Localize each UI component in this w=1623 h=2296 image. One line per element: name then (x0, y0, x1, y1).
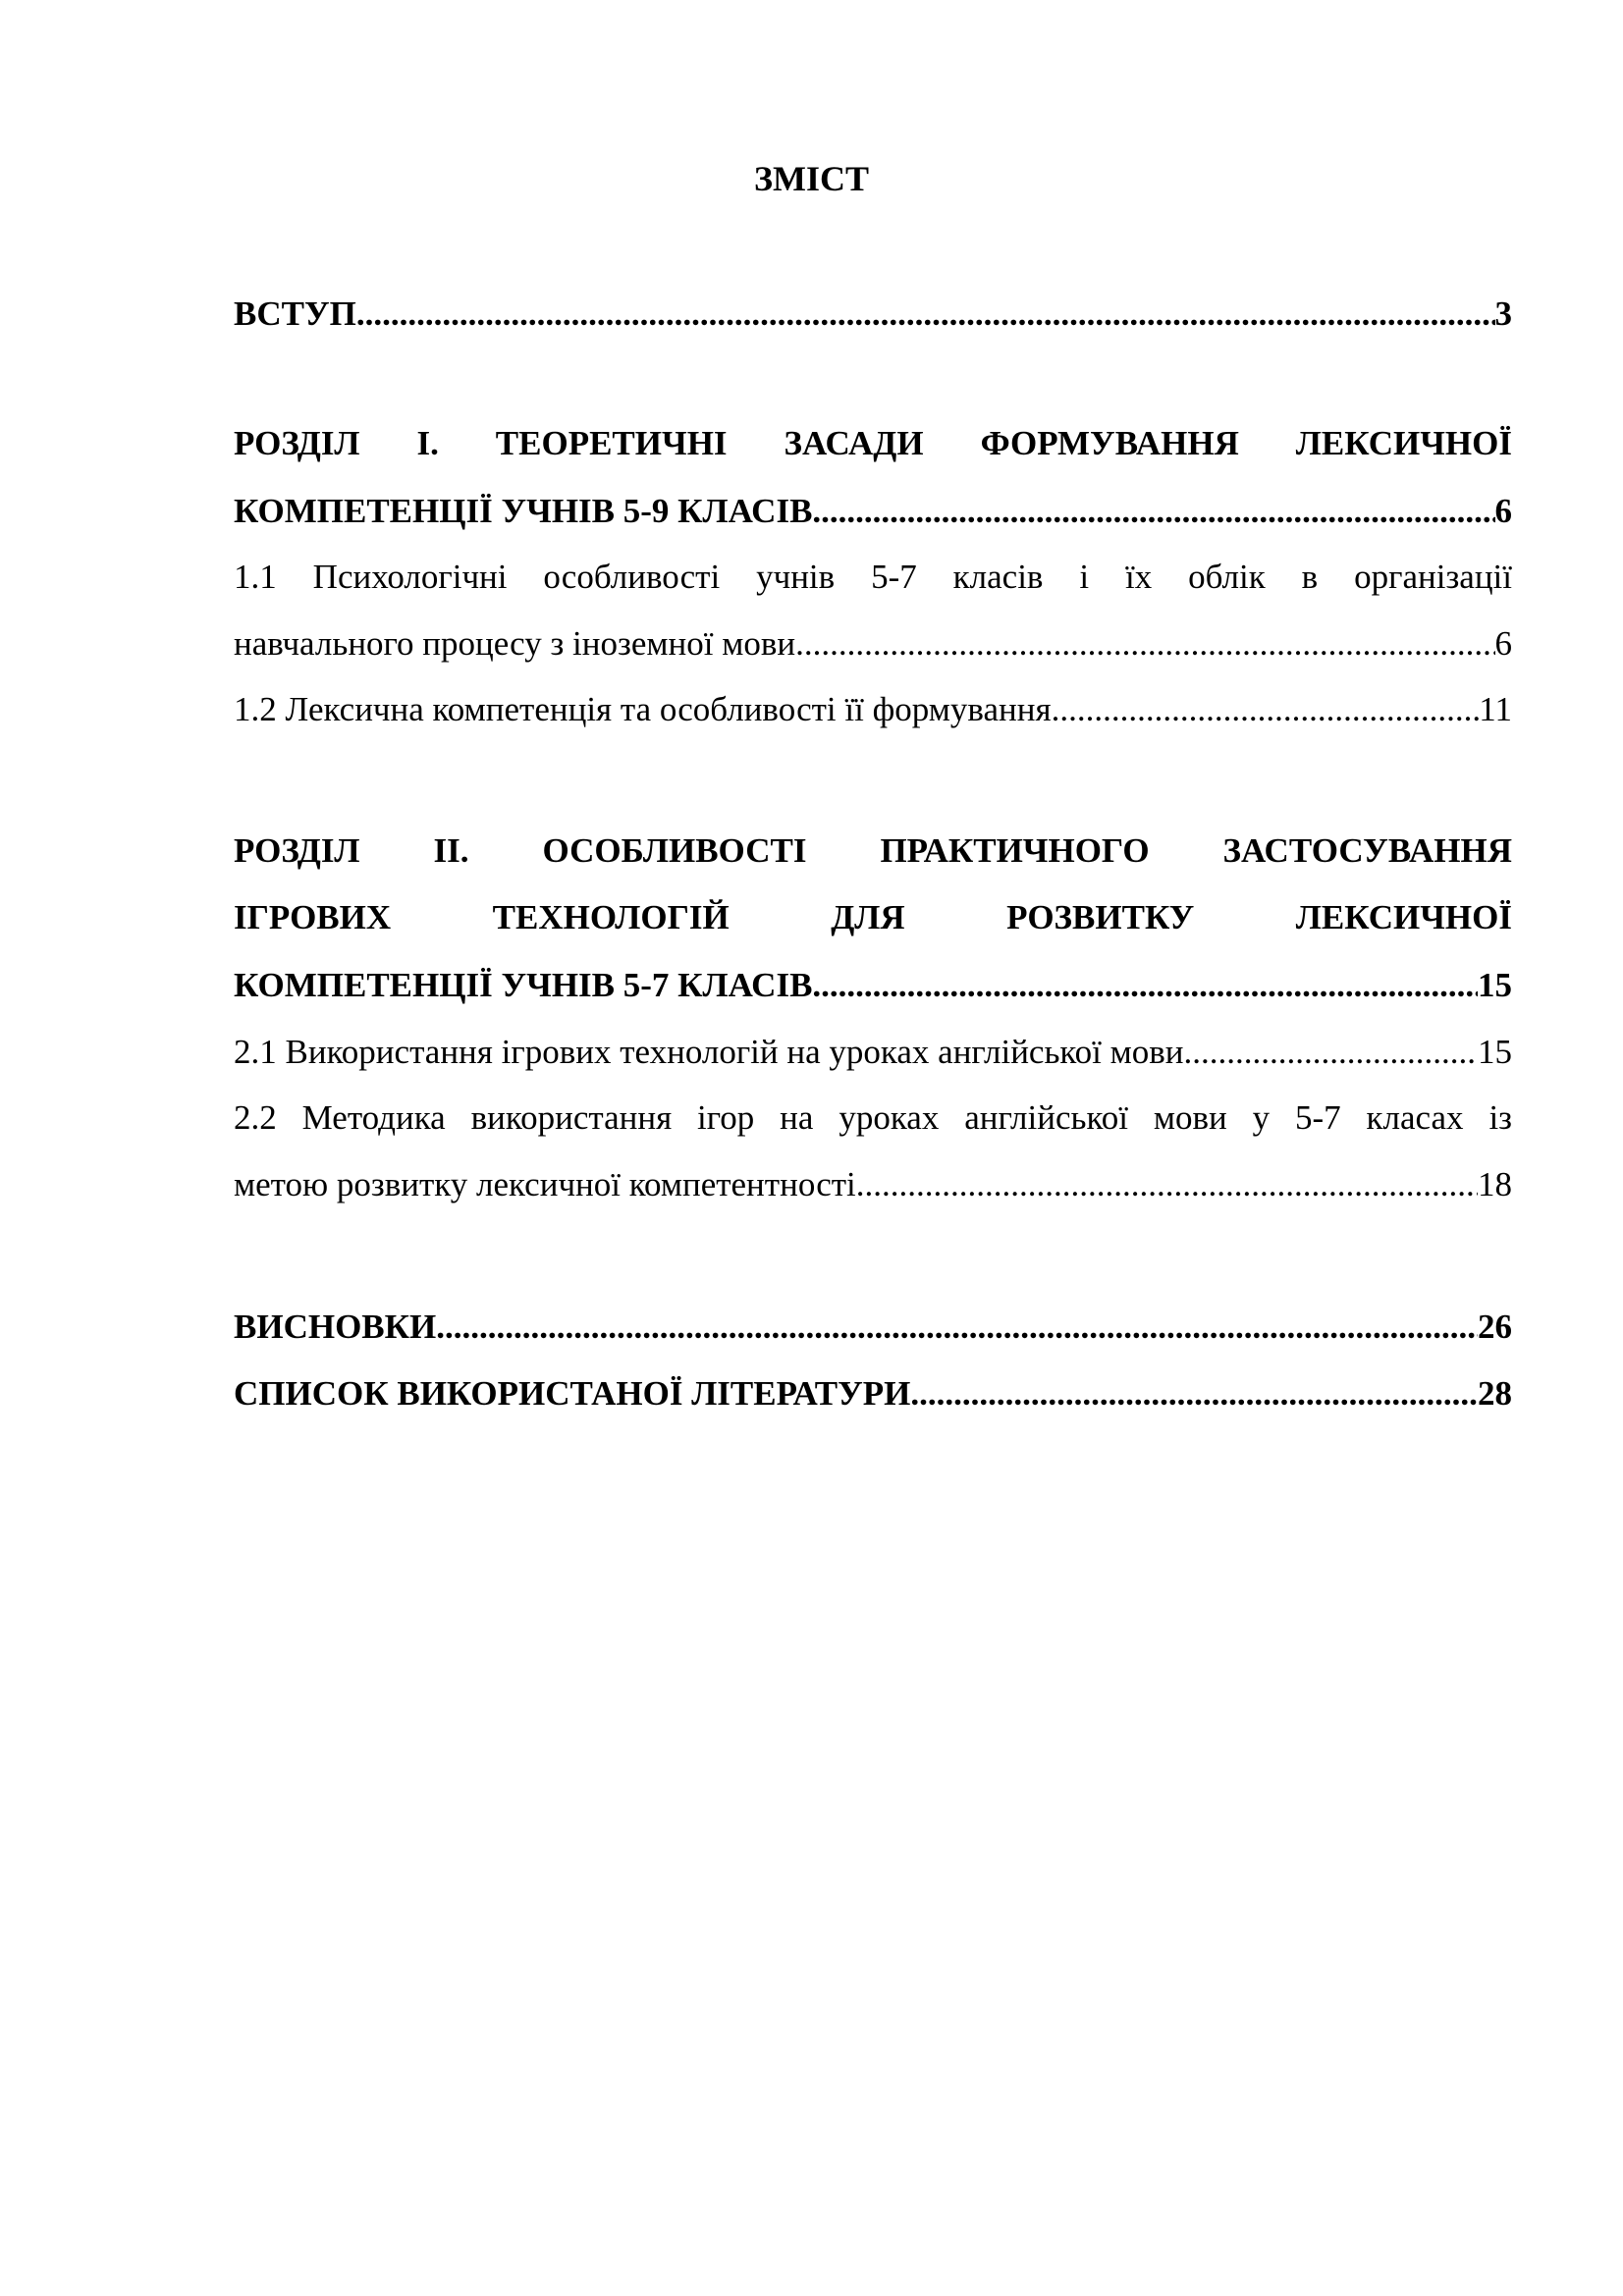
toc-page-number: 6 (1494, 624, 1512, 663)
toc-page-number: 11 (1479, 690, 1512, 728)
toc-entry-text-line-3: КОМПЕТЕНЦІЇ УЧНІВ 5-7 КЛАСІВ (234, 966, 813, 1004)
toc-entry-text-line-2: ІГРОВИХ ТЕХНОЛОГІЙ ДЛЯ РОЗВИТКУ ЛЕКСИЧНОЇ (234, 898, 1512, 936)
dot-leader (356, 290, 1495, 339)
toc-title: ЗМІСТ (754, 159, 869, 198)
toc-entry-references[interactable] (234, 1369, 1512, 1418)
toc-page-number: 15 (1478, 966, 1512, 1004)
dot-leader (910, 1369, 1478, 1418)
toc-entry-text-line-2: КОМПЕТЕНЦІЇ УЧНІВ 5-9 КЛАСІВ (234, 492, 813, 530)
dot-leader (1052, 685, 1480, 734)
toc-page-number: 28 (1478, 1374, 1512, 1413)
toc-entry-text: СПИСОК ВИКОРИСТАНОЇ ЛІТЕРАТУРИ (234, 1374, 911, 1413)
toc-entry-conclusions[interactable] (234, 1303, 1512, 1352)
toc-entry-last-line (234, 487, 1512, 536)
toc-entry-last-line (234, 961, 1512, 1010)
toc-page-number: 26 (1478, 1308, 1512, 1346)
dot-leader (1184, 1028, 1478, 1077)
toc-entry-text-line-2: навчального процесу з іноземної мови (234, 624, 796, 663)
toc-entry-last-line (234, 619, 1512, 668)
toc-entry-text: 1.2 Лексична компетенція та особливості її формування (234, 690, 1052, 728)
toc-entry-section-2-1[interactable] (234, 1028, 1512, 1077)
dot-leader (795, 619, 1494, 668)
dot-leader (856, 1160, 1478, 1209)
dot-leader (812, 487, 1494, 536)
dot-leader (812, 961, 1478, 1010)
dot-leader (436, 1303, 1478, 1352)
toc-entry-text-line-1: 2.2 Методика використання ігор на уроках англійської мови у 5-7 класах із (234, 1098, 1512, 1137)
toc-page-number: 15 (1478, 1033, 1512, 1071)
toc-entry-text-line-1: РОЗДІЛ ІІ. ОСОБЛИВОСТІ ПРАКТИЧНОГО ЗАСТОСУВАННЯ (234, 831, 1512, 870)
toc-page-number: 6 (1494, 492, 1512, 530)
toc-entry-text-line-1: РОЗДІЛ І. ТЕОРЕТИЧНІ ЗАСАДИ ФОРМУВАННЯ ЛЕКСИЧНОЇ (234, 424, 1512, 462)
toc-entry-intro[interactable] (234, 290, 1512, 339)
toc-entry-text: 2.1 Використання ігрових технологій на уроках англійської мови (234, 1033, 1184, 1071)
toc-entry-text: ВИСНОВКИ (234, 1308, 437, 1346)
toc-page-number: 3 (1494, 294, 1512, 333)
toc-entry-text: ВСТУП (234, 294, 356, 333)
toc-entry-last-line (234, 1160, 1512, 1209)
toc-entry-section-1-2[interactable] (234, 685, 1512, 734)
toc-page-number: 18 (1478, 1165, 1512, 1203)
toc-entry-text-line-1: 1.1 Психологічні особливості учнів 5-7 класів і їх облік в організації (234, 558, 1512, 596)
toc-entry-text-line-2: метою розвитку лексичної компетентності (234, 1165, 856, 1203)
